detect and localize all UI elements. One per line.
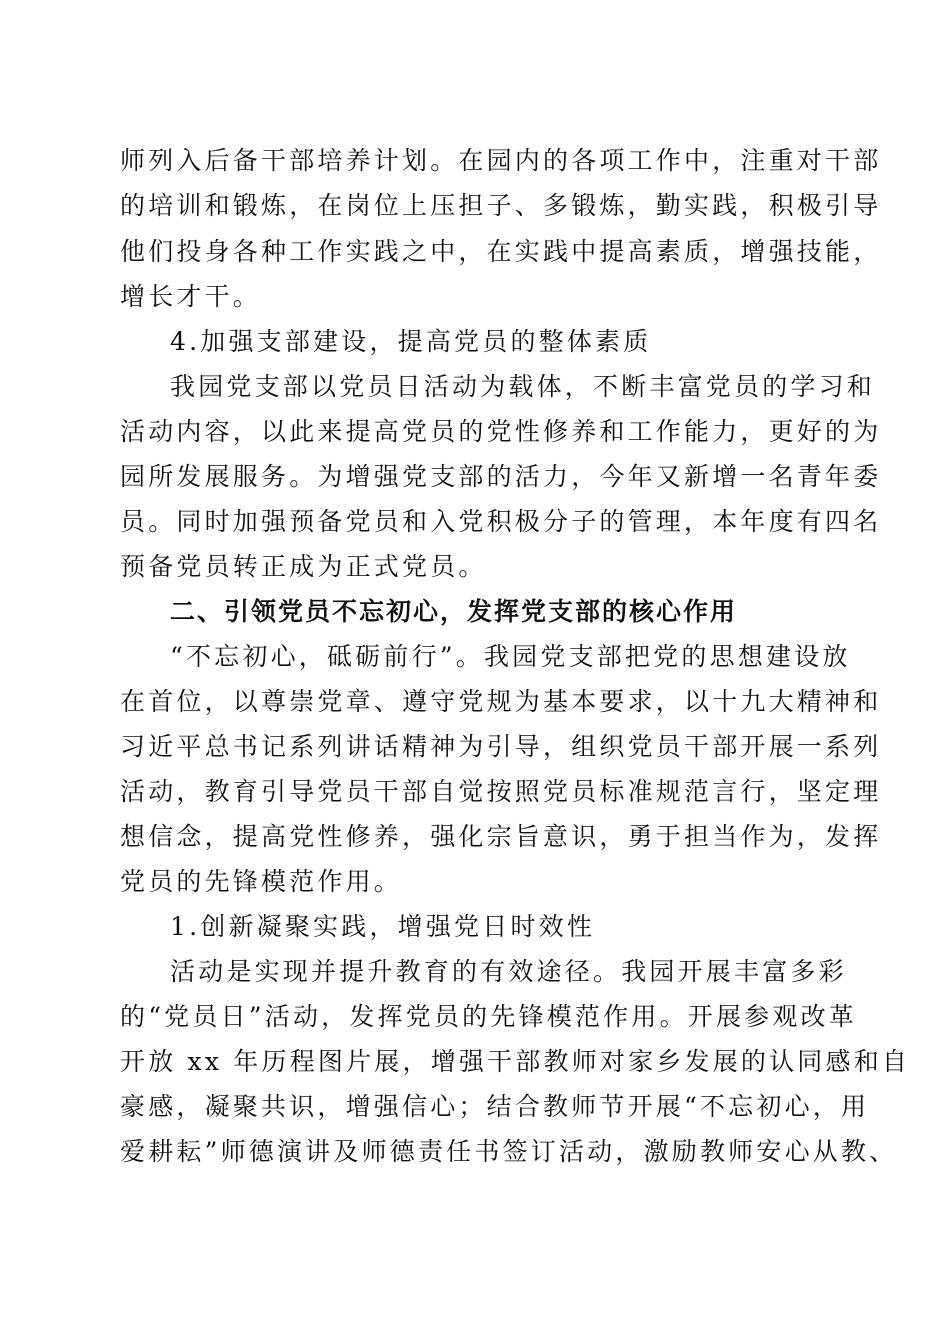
- body-text-line: 开放 xx 年历程图片展，增强干部教师对家乡发展的认同感和自: [120, 1047, 911, 1076]
- body-text-line: 园所发展服务。为增强党支部的活力，今年又新增一名青年委: [120, 462, 882, 491]
- body-text-line: 活动内容，以此来提高党员的党性修养和工作能力，更好的为: [120, 417, 882, 446]
- body-text-line: 的“党员日”活动，发挥党员的先锋模范作用。开展参观改革: [120, 1002, 857, 1031]
- body-text-line: 党员的先锋模范作用。: [120, 867, 403, 896]
- subheading-1: 1.创新凝聚实践，增强党日时效性: [170, 912, 596, 941]
- body-text-line: 豪感，凝聚共识，增强信心；结合教师节开展“不忘初心，用: [120, 1092, 870, 1121]
- body-text-line: 想信念，提高党性修养，强化宗旨意识，勇于担当作为，发挥: [120, 822, 882, 851]
- section-heading-2: 二、引领党员不忘初心，发挥党支部的核心作用: [170, 597, 738, 626]
- subheading-4: 4.加强支部建设，提高党员的整体素质: [170, 327, 652, 356]
- body-text-line: 员。同时加强预备党员和入党积极分子的管理，本年度有四名: [120, 507, 882, 536]
- body-text-line: 习近平总书记系列讲话精神为引导，组织党员干部开展一系列: [120, 732, 882, 761]
- body-text-line: 师列入后备干部培养计划。在园内的各项工作中，注重对干部: [120, 146, 882, 175]
- paragraph-first-line: 我园党支部以党员日活动为载体，不断丰富党员的学习和: [170, 372, 876, 401]
- body-text-line: 在首位，以尊崇党章、遵守党规为基本要求，以十九大精神和: [120, 687, 882, 716]
- paragraph-first-line: “不忘初心，砥砺前行”。我园党支部把党的思想建设放: [170, 642, 851, 671]
- body-text-line: 的培训和锻炼，在岗位上压担子、多锻炼，勤实践，积极引导: [120, 191, 882, 220]
- body-text-line: 爱耕耘”师德演讲及师德责任书签订活动，激励教师安心从教、: [120, 1137, 898, 1166]
- body-text-line: 活动，教育引导党员干部自觉按照党员标准规范言行，坚定理: [120, 777, 882, 806]
- body-text-line: 预备党员转正成为正式党员。: [120, 552, 487, 581]
- paragraph-first-line: 活动是实现并提升教育的有效途径。我园开展丰富多彩: [170, 957, 847, 986]
- body-text-line: 增长才干。: [120, 282, 262, 311]
- body-text-line: 他们投身各种工作实践之中，在实践中提高素质，增强技能，: [120, 237, 882, 266]
